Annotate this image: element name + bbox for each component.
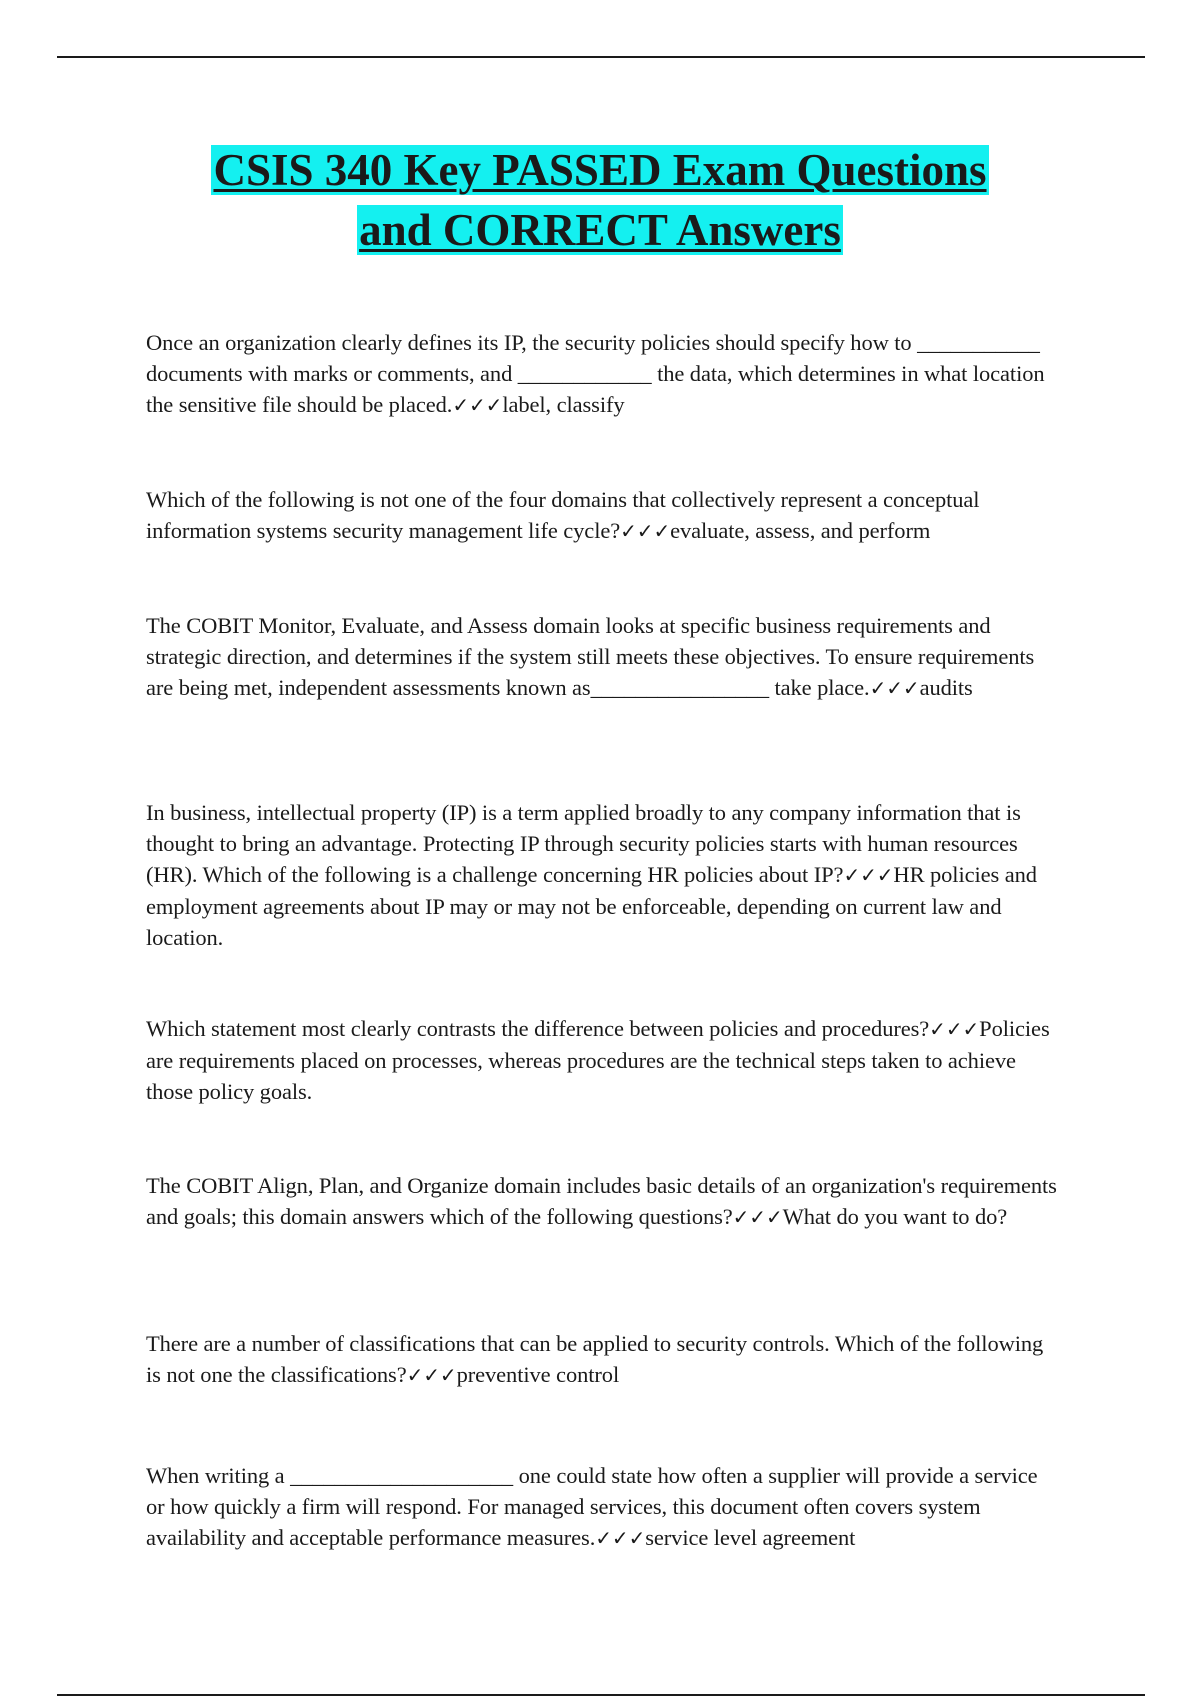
answer-text: service level agreement [645,1525,856,1550]
answer-text: What do you want to do? [782,1204,1008,1229]
document-title [100,140,1100,260]
title-line-2: and CORRECT Answers [359,205,841,255]
check-marks: ✓✓✓ [869,676,920,700]
question-text: Which statement most clearly contrasts the difference between policies and procedures? [146,1016,930,1041]
check-marks: ✓✓✓ [406,1363,457,1387]
answer-text: audits [919,675,973,700]
question-text: The COBIT Align, Plan, and Organize domain includes basic details of an organization's requirements and goals; this domain answers which of the following questions? [146,1173,1057,1229]
question-text: Once an organization clearly defines its IP, the security policies should specify how to ___________ documents with marks or comments, and ____________ the data, which determines in what location the sensitive file should be placed. [146,330,1045,417]
qa-item [146,1328,1061,1391]
check-marks: ✓✓✓ [843,863,894,887]
question-text: There are a number of classifications that can be applied to security controls. Which of the following is not one the classifications? [146,1331,1044,1387]
question-text: The COBIT Monitor, Evaluate, and Assess domain looks at specific business requirements and strategic direction, and determines if the system still meets these objectives. To ensure requirements are being met, independent assessments known as________________ take place. [146,613,1035,700]
check-marks: ✓✓✓ [595,1526,646,1550]
qa-item [146,327,1061,421]
answer-text: evaluate, assess, and perform [670,518,931,543]
bottom-rule [57,1694,1145,1696]
qa-item [146,484,1061,547]
answer-text: Policies are requirements placed on processes, whereas procedures are the technical steps taken to achieve those policy goals. [146,1016,1050,1104]
answer-text: preventive control [456,1362,620,1387]
check-marks: ✓✓✓ [620,519,671,543]
check-marks: ✓✓✓ [732,1205,783,1229]
question-text: In business, intellectual property (IP) is a term applied broadly to any company information that is thought to bring an advantage. Protecting IP through security policies starts with human resources (HR). Which of the following is a challenge concerning HR policies about IP? [146,800,1021,887]
question-text: Which of the following is not one of the four domains that collectively represent a conceptual information systems security management life cycle? [146,487,980,543]
answer-text: HR policies and employment agreements about IP may or may not be enforceable, depending on current law and location. [146,862,1037,950]
answer-text: label, classify [502,392,625,417]
qa-item [146,1013,1061,1107]
top-rule [57,56,1145,58]
qa-item [146,610,1061,704]
title-line-1: CSIS 340 Key PASSED Exam Questions [213,145,987,195]
question-text: When writing a ____________________ one could state how often a supplier will provide a service or how quickly a firm will respond. For managed services, this document often covers system availability and acceptable performance measures. [146,1463,1038,1550]
qa-item [146,1170,1061,1233]
check-marks: ✓✓✓ [929,1017,980,1041]
qa-item [146,797,1061,953]
check-marks: ✓✓✓ [452,393,503,417]
qa-item [146,1460,1061,1554]
